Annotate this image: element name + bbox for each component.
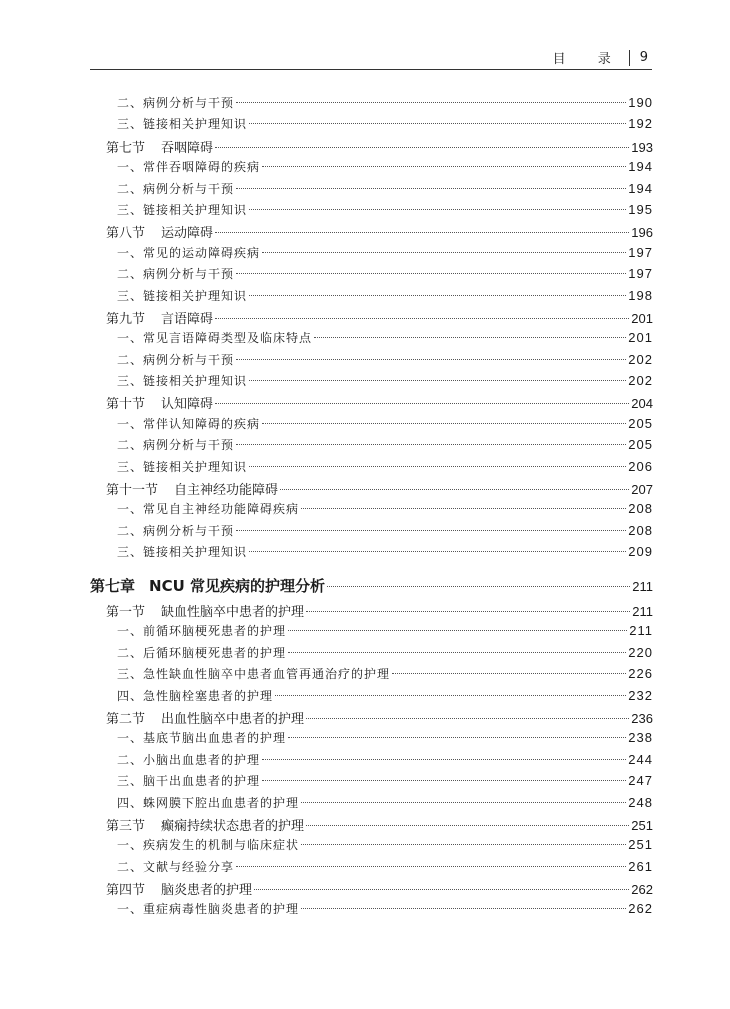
- toc-page-number: 247: [628, 773, 653, 789]
- toc-item-row[interactable]: [90, 265, 653, 286]
- toc-page-number: 261: [628, 858, 653, 874]
- toc-page-number: 226: [628, 666, 653, 682]
- toc-item-row[interactable]: [90, 794, 653, 815]
- toc-page-number: 194: [628, 180, 653, 196]
- toc-page-number: 192: [628, 116, 653, 132]
- toc-section-number: 第十一节: [106, 483, 159, 499]
- toc-item-row[interactable]: [90, 244, 653, 265]
- toc-section-number: 第八节: [106, 226, 146, 242]
- toc-item-row[interactable]: [90, 729, 653, 750]
- toc-item-title: 二、病例分析与干预: [117, 96, 235, 110]
- toc-item-row[interactable]: [90, 622, 653, 643]
- toc-section-row[interactable]: [90, 393, 653, 414]
- toc-item-title: 一、常见的运动障碍疾病: [117, 245, 261, 260]
- header-title: 目 录: [552, 52, 625, 67]
- dot-leader: [249, 551, 626, 552]
- dot-leader: [249, 466, 626, 467]
- toc-item-title: 一、常见言语障碍类型及临床特点: [117, 331, 313, 346]
- toc-section-number: 第十节: [106, 397, 146, 413]
- dot-leader: [275, 695, 626, 696]
- toc-section-title: 缺血性脑卒中患者的护理: [161, 604, 305, 620]
- toc-page-number: 232: [628, 687, 653, 703]
- toc-item-row[interactable]: [90, 415, 653, 436]
- toc-section-title: 癫痫持续状态患者的护理: [161, 818, 305, 834]
- toc-page-number: 195: [628, 201, 653, 217]
- toc-page-number: 202: [628, 373, 653, 389]
- toc-page-number: 205: [628, 437, 653, 453]
- toc-section-title: 出血性脑卒中患者的护理: [161, 711, 305, 727]
- table-of-contents: [90, 94, 653, 922]
- toc-page-number: 194: [628, 159, 653, 175]
- toc-item-title: 三、链接相关护理知识: [117, 117, 248, 132]
- dot-leader: [215, 147, 629, 148]
- toc-item-row[interactable]: [90, 687, 653, 708]
- dot-leader: [262, 166, 626, 167]
- dot-leader: [301, 908, 626, 909]
- dot-leader: [236, 444, 626, 445]
- toc-item-title: 一、重症病毒性脑炎患者的护理: [117, 902, 300, 917]
- toc-item-title: 四、急性脑栓塞患者的护理: [117, 688, 274, 703]
- dot-leader: [392, 673, 626, 674]
- dot-leader: [306, 718, 629, 719]
- toc-item-row[interactable]: [90, 543, 653, 564]
- toc-page-number: 236: [631, 710, 653, 726]
- toc-item-row[interactable]: [90, 180, 653, 201]
- dot-leader: [236, 102, 626, 103]
- toc-item-row[interactable]: [90, 115, 653, 136]
- toc-page-number: 208: [628, 522, 653, 538]
- dot-leader: [306, 825, 629, 826]
- toc-item-title: 二、病例分析与干预: [117, 181, 235, 196]
- dot-leader: [249, 380, 626, 381]
- toc-page-number: 238: [628, 730, 653, 746]
- toc-item-title: 二、文献与经验分享: [117, 859, 235, 874]
- dot-leader: [249, 295, 626, 296]
- toc-item-title: 二、病例分析与干预: [117, 438, 235, 453]
- toc-section-number: 第七节: [106, 140, 146, 156]
- toc-item-title: 二、小脑出血患者的护理: [117, 752, 261, 767]
- dot-leader: [262, 780, 626, 781]
- toc-item-title: 二、病例分析与干预: [117, 267, 235, 282]
- toc-item-title: 二、病例分析与干预: [117, 523, 235, 538]
- toc-page-number: 201: [631, 310, 653, 326]
- header-separator: [629, 50, 630, 66]
- header-page-number: 9: [639, 50, 648, 65]
- toc-section-row[interactable]: [90, 815, 653, 836]
- toc-item-row[interactable]: [90, 351, 653, 372]
- toc-item-row[interactable]: [90, 900, 653, 921]
- toc-page-number: 262: [631, 882, 653, 898]
- running-header: [90, 47, 652, 70]
- dot-leader: [215, 232, 629, 233]
- toc-section-row[interactable]: [90, 308, 653, 329]
- toc-page-number: 211: [632, 603, 653, 619]
- toc-page-number: 196: [631, 225, 653, 241]
- toc-page-number: 208: [628, 501, 653, 517]
- dot-leader: [288, 630, 627, 631]
- toc-page-number: 262: [628, 901, 653, 917]
- dot-leader: [327, 586, 630, 587]
- dot-leader: [301, 802, 626, 803]
- toc-item-title: 四、蛛网膜下腔出血患者的护理: [117, 795, 300, 810]
- toc-section-title: 吞咽障碍: [161, 140, 214, 156]
- toc-page-number: 201: [628, 330, 653, 346]
- toc-item-row[interactable]: [90, 287, 653, 308]
- dot-leader: [249, 209, 626, 210]
- toc-page-number: 209: [628, 544, 653, 560]
- toc-page-number: 207: [631, 482, 653, 498]
- toc-page-number: 205: [628, 415, 653, 431]
- toc-page-number: 190: [628, 95, 653, 110]
- toc-item-title: 三、链接相关护理知识: [117, 288, 248, 303]
- dot-leader: [301, 844, 626, 845]
- toc-item-row[interactable]: [90, 201, 653, 222]
- toc-page-number: 211: [632, 578, 653, 594]
- toc-item-row[interactable]: [90, 751, 653, 772]
- toc-section-row[interactable]: [90, 601, 653, 622]
- toc-page-number: 251: [628, 837, 653, 853]
- toc-item-row[interactable]: [90, 665, 653, 686]
- toc-item-row[interactable]: [90, 836, 653, 857]
- header-content: [553, 48, 648, 67]
- dot-leader: [262, 252, 626, 253]
- toc-page-number: 197: [628, 266, 653, 282]
- dot-leader: [215, 318, 629, 319]
- toc-page-number: 211: [629, 623, 653, 639]
- dot-leader: [236, 273, 626, 274]
- toc-section-title: 自主神经功能障碍: [174, 483, 279, 499]
- toc-item-title: 三、链接相关护理知识: [117, 374, 248, 389]
- toc-page-number: 248: [628, 794, 653, 810]
- toc-section-number: 第二节: [106, 711, 146, 727]
- toc-section-title: 运动障碍: [161, 226, 214, 242]
- toc-item-title: 一、常伴吞咽障碍的疾病: [117, 160, 261, 175]
- toc-chapter-number: 第七章: [90, 576, 136, 595]
- toc-item-title: 一、基底节脑出血患者的护理: [117, 731, 287, 746]
- dot-leader: [262, 423, 626, 424]
- toc-section-number: 第四节: [106, 883, 146, 899]
- toc-page-number: 206: [628, 458, 653, 474]
- dot-leader: [254, 889, 629, 890]
- dot-leader: [301, 508, 626, 509]
- toc-section-row[interactable]: [90, 879, 653, 900]
- toc-item-title: 二、后循环脑梗死患者的护理: [117, 645, 287, 660]
- toc-item-row[interactable]: [90, 458, 653, 479]
- toc-section-row[interactable]: [90, 222, 653, 243]
- dot-leader: [306, 611, 630, 612]
- toc-page-number: 220: [628, 644, 653, 660]
- toc-item-title: 三、链接相关护理知识: [117, 459, 248, 474]
- dot-leader: [236, 359, 626, 360]
- toc-item-title: 三、脑干出血患者的护理: [117, 774, 261, 789]
- toc-item-title: 三、急性缺血性脑卒中患者血管再通治疗的护理: [117, 667, 391, 682]
- toc-item-row[interactable]: [90, 858, 653, 879]
- toc-section-title: 脑炎患者的护理: [161, 883, 253, 899]
- toc-section-number: 第一节: [106, 604, 146, 620]
- toc-section-number: 第九节: [106, 311, 146, 327]
- toc-item-title: 三、链接相关护理知识: [117, 202, 248, 217]
- toc-item-title: 一、疾病发生的机制与临床症状: [117, 838, 300, 853]
- toc-item-title: 一、前循环脑梗死患者的护理: [117, 624, 287, 639]
- toc-item-row[interactable]: [90, 94, 653, 115]
- toc-chapter-title: NCU 常见疾病的护理分析: [149, 576, 325, 595]
- toc-section-row[interactable]: [90, 137, 653, 158]
- toc-section-title: 认知障碍: [161, 397, 214, 413]
- dot-leader: [280, 489, 629, 490]
- toc-page-number: 198: [628, 287, 653, 303]
- dot-leader: [215, 403, 629, 404]
- toc-item-row[interactable]: [90, 500, 653, 521]
- dot-leader: [249, 123, 626, 124]
- toc-page-number: 251: [631, 817, 653, 833]
- toc-item-row[interactable]: [90, 436, 653, 457]
- dot-leader: [262, 759, 626, 760]
- toc-section-title: 言语障碍: [161, 311, 214, 327]
- toc-page-number: 193: [631, 139, 653, 155]
- toc-item-row[interactable]: [90, 329, 653, 350]
- toc-item-title: 二、病例分析与干预: [117, 352, 235, 367]
- toc-item-title: 三、链接相关护理知识: [117, 545, 248, 560]
- dot-leader: [236, 866, 626, 867]
- dot-leader: [236, 188, 626, 189]
- toc-item-title: 一、常见自主神经功能障碍疾病: [117, 502, 300, 517]
- toc-section-row[interactable]: [90, 479, 653, 500]
- dot-leader: [314, 337, 626, 338]
- toc-item-row[interactable]: [90, 772, 653, 793]
- dot-leader: [288, 737, 626, 738]
- dot-leader: [288, 652, 626, 653]
- toc-item-title: 一、常伴认知障碍的疾病: [117, 416, 261, 431]
- toc-page-number: 197: [628, 244, 653, 260]
- dot-leader: [236, 530, 626, 531]
- toc-section-row[interactable]: [90, 708, 653, 729]
- toc-chapter-row[interactable]: [90, 575, 653, 596]
- toc-item-row[interactable]: [90, 158, 653, 179]
- toc-item-row[interactable]: [90, 644, 653, 665]
- toc-page-number: 244: [628, 751, 653, 767]
- toc-section-number: 第三节: [106, 818, 146, 834]
- toc-item-row[interactable]: [90, 522, 653, 543]
- toc-item-row[interactable]: [90, 372, 653, 393]
- toc-page-number: 202: [628, 351, 653, 367]
- toc-page-number: 204: [631, 396, 653, 412]
